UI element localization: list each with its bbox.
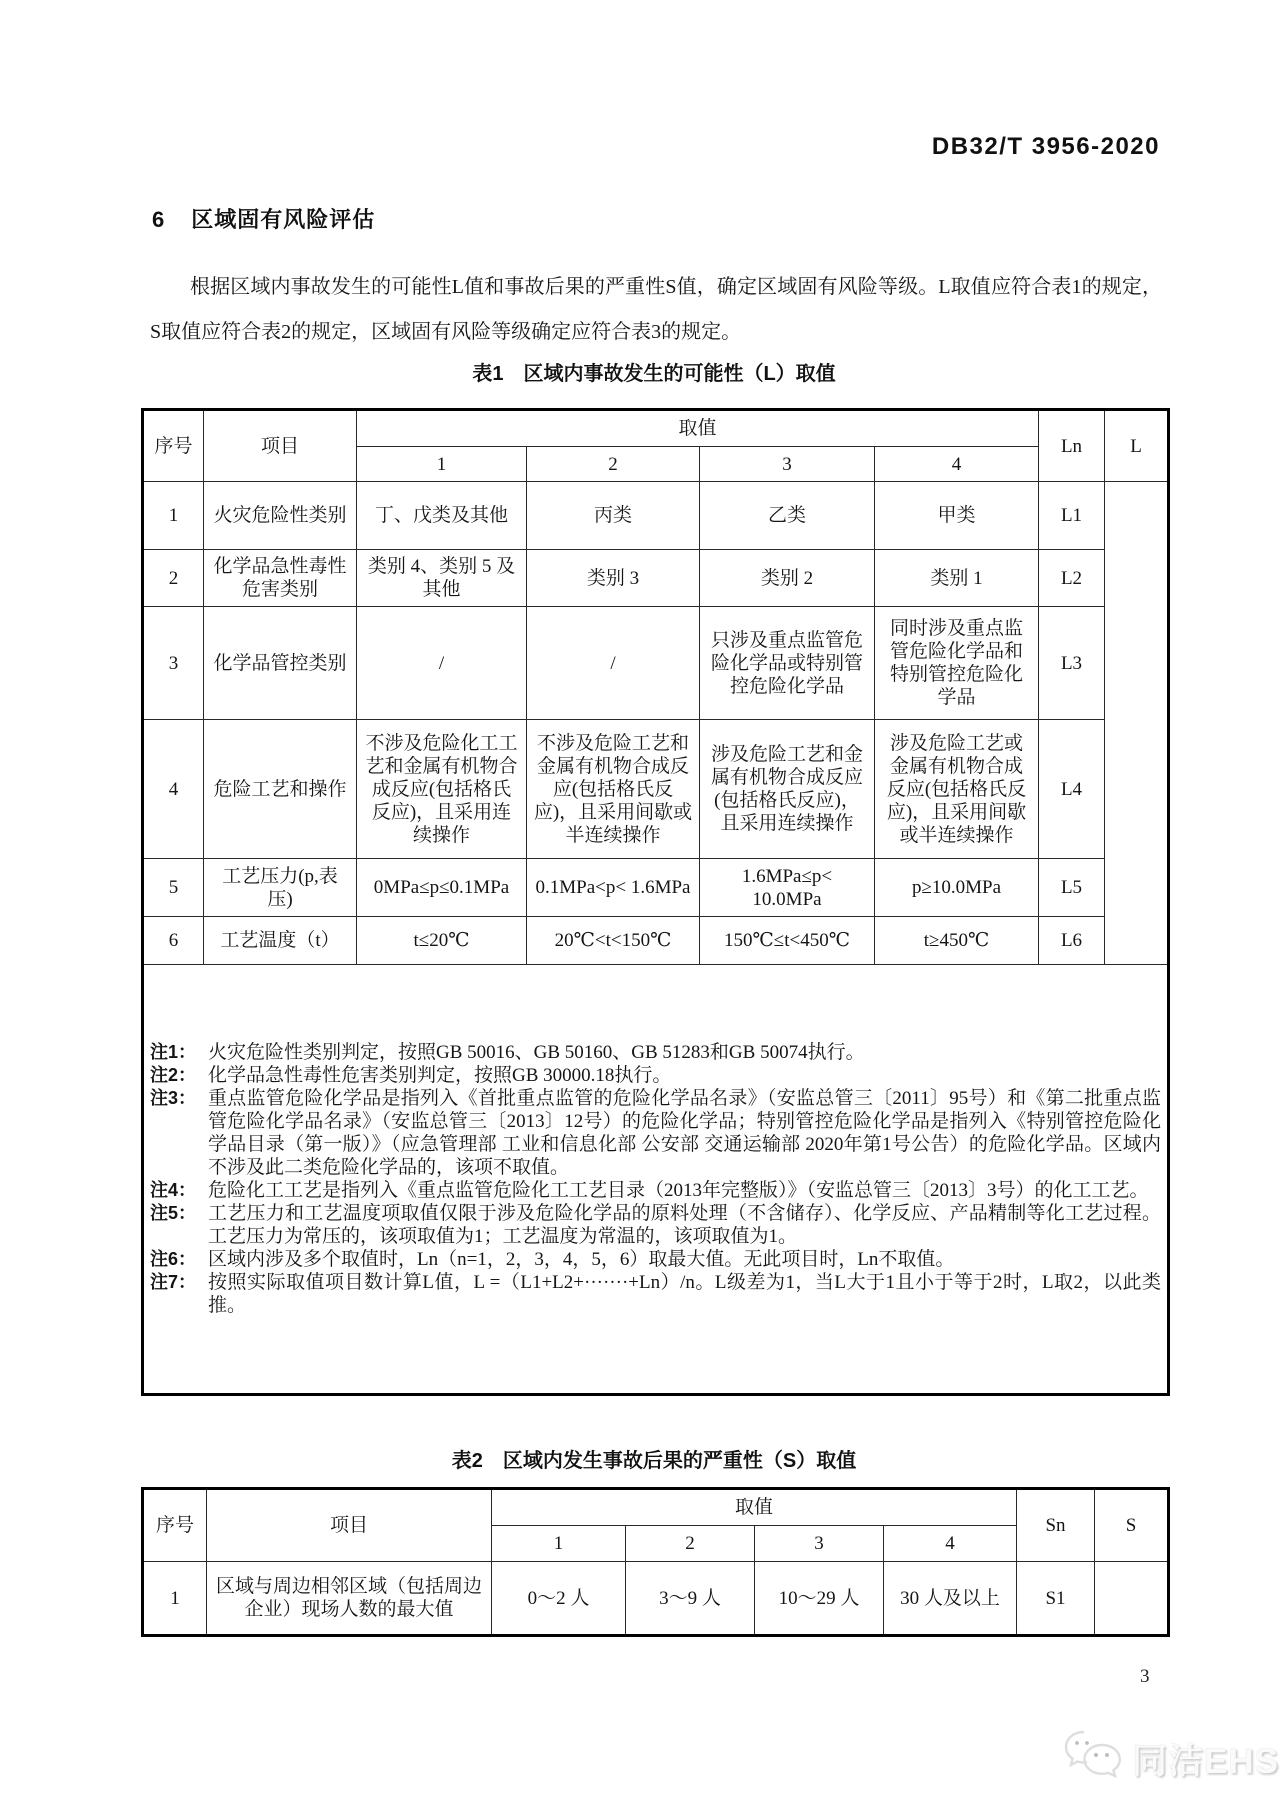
table-cell: / bbox=[527, 607, 700, 720]
note-6 bbox=[150, 1248, 1161, 1271]
table-cell: 3～9 人 bbox=[626, 1562, 755, 1636]
note-2 bbox=[150, 1064, 1161, 1087]
table1-header-ln: Ln bbox=[1039, 410, 1105, 482]
table-cell: 6 bbox=[143, 917, 204, 965]
table-row bbox=[143, 859, 1169, 917]
table-cell: 0～2 人 bbox=[492, 1562, 626, 1636]
table-row bbox=[143, 550, 1169, 607]
note-label: 注3： bbox=[150, 1088, 197, 1108]
note-text: 按照实际取值项目数计算L值，L =（L1+L2+·······+Ln）/n。L级差为1，当L大于1且小于等于2时，L取2，以此类推。 bbox=[208, 1272, 1162, 1316]
table-cell: 1 bbox=[143, 1562, 207, 1636]
note-label: 注7： bbox=[150, 1272, 197, 1292]
table-row bbox=[143, 1562, 1169, 1636]
table-cell: 3 bbox=[143, 607, 204, 720]
table-cell: 150℃≤t<450℃ bbox=[700, 917, 875, 965]
table-cell: 丁、戊类及其他 bbox=[357, 482, 527, 550]
table-cell: p≥10.0MPa bbox=[875, 859, 1039, 917]
note-1 bbox=[150, 1041, 1161, 1064]
note-label: 注1： bbox=[150, 1042, 197, 1062]
table2-header-value: 取值 bbox=[492, 1489, 1017, 1526]
table-row bbox=[143, 720, 1169, 859]
table-cell: 类别 1 bbox=[875, 550, 1039, 607]
table-cell: / bbox=[357, 607, 527, 720]
note-7 bbox=[150, 1271, 1161, 1317]
table2-subheader-1: 1 bbox=[492, 1526, 626, 1562]
table-cell: 类别 4、类别 5 及其他 bbox=[357, 550, 527, 607]
table-cell: 危险工艺和操作 bbox=[204, 720, 357, 859]
table-cell: 火灾危险性类别 bbox=[204, 482, 357, 550]
note-label: 注4： bbox=[150, 1180, 197, 1200]
page-number: 3 bbox=[1140, 1666, 1150, 1687]
table-cell-s-empty bbox=[1095, 1562, 1169, 1636]
table-cell: 化学品管控类别 bbox=[204, 607, 357, 720]
table-cell: 涉及危险工艺和金属有机物合成反应(包括格氏反应)，且采用连续操作 bbox=[700, 720, 875, 859]
table-cell: 涉及危险工艺或金属有机物合成反应(包括格氏反应)，且采用间歇或半连续操作 bbox=[875, 720, 1039, 859]
table1-header-item: 项目 bbox=[204, 410, 357, 482]
watermark-text: 同洁EHS bbox=[1132, 1741, 1279, 1781]
table-cell: 不涉及危险工艺和金属有机物合成反应(包括格氏反应)，且采用间歇或半连续操作 bbox=[527, 720, 700, 859]
table-cell: L6 bbox=[1039, 917, 1105, 965]
table-cell: L1 bbox=[1039, 482, 1105, 550]
table2-subheader-4: 4 bbox=[884, 1526, 1017, 1562]
table-row bbox=[143, 482, 1169, 550]
table-row bbox=[143, 607, 1169, 720]
table1-header-l: L bbox=[1105, 410, 1169, 482]
note-3 bbox=[150, 1087, 1161, 1179]
section-heading bbox=[152, 203, 375, 234]
note-text: 区域内涉及多个取值时，Ln（n=1，2，3，4，5，6）取最大值。无此项目时，Ln不取值。 bbox=[208, 1249, 955, 1270]
table-cell: 类别 2 bbox=[700, 550, 875, 607]
note-text: 化学品急性毒性危害类别判定，按照GB 30000.18执行。 bbox=[208, 1065, 672, 1086]
table-cell: 0.1MPa<p< 1.6MPa bbox=[527, 859, 700, 917]
table1-likelihood-L bbox=[141, 408, 1170, 1396]
table1-header-value: 取值 bbox=[357, 410, 1039, 447]
table1-subheader-2: 2 bbox=[527, 447, 700, 482]
table2-subheader-2: 2 bbox=[626, 1526, 755, 1562]
section-title: 区域固有风险评估 bbox=[191, 207, 376, 232]
table2-subheader-3: 3 bbox=[755, 1526, 884, 1562]
note-label: 注5： bbox=[150, 1203, 197, 1223]
table2-header-no: 序号 bbox=[143, 1489, 207, 1562]
table-cell: L5 bbox=[1039, 859, 1105, 917]
table-cell: t≤20℃ bbox=[357, 917, 527, 965]
note-text: 火灾危险性类别判定，按照GB 50016、GB 50160、GB 51283和GB 50074执行。 bbox=[208, 1042, 865, 1063]
table1-subheader-4: 4 bbox=[875, 447, 1039, 482]
table-row bbox=[143, 917, 1169, 965]
table-cell: 只涉及重点监管危险化学品或特别管控危险化学品 bbox=[700, 607, 875, 720]
table-cell: S1 bbox=[1017, 1562, 1095, 1636]
table-cell: 1 bbox=[143, 482, 204, 550]
note-5 bbox=[150, 1202, 1161, 1248]
table1-header-no: 序号 bbox=[143, 410, 204, 482]
note-label: 注2： bbox=[150, 1065, 197, 1085]
table-cell: 化学品急性毒性危害类别 bbox=[204, 550, 357, 607]
table-cell: 2 bbox=[143, 550, 204, 607]
table-cell: 不涉及危险化工工艺和金属有机物合成反应(包括格氏反应)，且采用连续操作 bbox=[357, 720, 527, 859]
standard-number: DB32/T 3956-2020 bbox=[931, 133, 1160, 160]
table1-subheader-1: 1 bbox=[357, 447, 527, 482]
table-cell: 20℃<t<150℃ bbox=[527, 917, 700, 965]
table-cell: 30 人及以上 bbox=[884, 1562, 1017, 1636]
table-cell: L4 bbox=[1039, 720, 1105, 859]
section-number: 6 bbox=[152, 207, 166, 232]
table2-header-item: 项目 bbox=[207, 1489, 492, 1562]
note-label: 注6： bbox=[150, 1249, 197, 1269]
note-text: 工艺压力和工艺温度项取值仅限于涉及危险化学品的原料处理（不含储存）、化学反应、产品精制等化工艺过程。工艺压力为常压的，该项取值为1；工艺温度为常温的，该项取值为1。 bbox=[208, 1203, 1162, 1247]
table-cell: L2 bbox=[1039, 550, 1105, 607]
table-cell: L3 bbox=[1039, 607, 1105, 720]
note-text: 危险化工工艺是指列入《重点监管危险化工工艺目录（2013年完整版）》（安监总管三〔2013〕3号）的化工工艺。 bbox=[208, 1180, 1149, 1201]
note-4 bbox=[150, 1179, 1161, 1202]
table1-notes-row bbox=[143, 965, 1169, 1395]
table-cell: 乙类 bbox=[700, 482, 875, 550]
table-cell: 10～29 人 bbox=[755, 1562, 884, 1636]
table-cell: 4 bbox=[143, 720, 204, 859]
wechat-logo-icon bbox=[1062, 1728, 1124, 1789]
table-cell: 5 bbox=[143, 859, 204, 917]
note-text: 重点监管危险化学品是指列入《首批重点监管的危险化学品名录》（安监总管三〔2011〕95号）和《第二批重点监管危险化学品名录》（安监总管三〔2013〕12号）的危险化学品；特别管控危险化学品是指列入《特别管控危险化学品目录（第一版）》（应急管理部 工业和信息化部 公安部 交通运输部 2020年第1号公告）的危险化学品。区域内不涉及此二类危险化学品的，该项不取值。 bbox=[208, 1088, 1162, 1178]
table-cell-l-empty bbox=[1105, 482, 1169, 965]
table2-caption: 表2 区域内发生事故后果的严重性（S）取值 bbox=[451, 1450, 857, 1472]
table-cell: 1.6MPa≤p< 10.0MPa bbox=[700, 859, 875, 917]
table-cell: 丙类 bbox=[527, 482, 700, 550]
table-cell: 工艺温度（t） bbox=[204, 917, 357, 965]
table1-notes bbox=[143, 965, 1169, 1395]
table-cell: 类别 3 bbox=[527, 550, 700, 607]
table2-header-s: S bbox=[1095, 1489, 1169, 1562]
table-cell: 甲类 bbox=[875, 482, 1039, 550]
table-cell: 工艺压力(p,表压) bbox=[204, 859, 357, 917]
table-cell: 区域与周边相邻区域（包括周边企业）现场人数的最大值 bbox=[207, 1562, 492, 1636]
table1-subheader-3: 3 bbox=[700, 447, 875, 482]
table2-severity-S bbox=[141, 1487, 1170, 1637]
table2-header-sn: Sn bbox=[1017, 1489, 1095, 1562]
watermark bbox=[1062, 1728, 1279, 1789]
table1-caption: 表1 区域内事故发生的可能性（L）取值 bbox=[472, 363, 836, 385]
table-cell: t≥450℃ bbox=[875, 917, 1039, 965]
intro-paragraph: 根据区域内事故发生的可能性L值和事故后果的严重性S值，确定区域固有风险等级。L取值应符合表1的规定， S取值应符合表2的规定，区域固有风险等级确定应符合表3的规定。 bbox=[150, 276, 1162, 343]
table-cell: 0MPa≤p≤0.1MPa bbox=[357, 859, 527, 917]
table-cell: 同时涉及重点监管危险化学品和特别管控危险化学品 bbox=[875, 607, 1039, 720]
